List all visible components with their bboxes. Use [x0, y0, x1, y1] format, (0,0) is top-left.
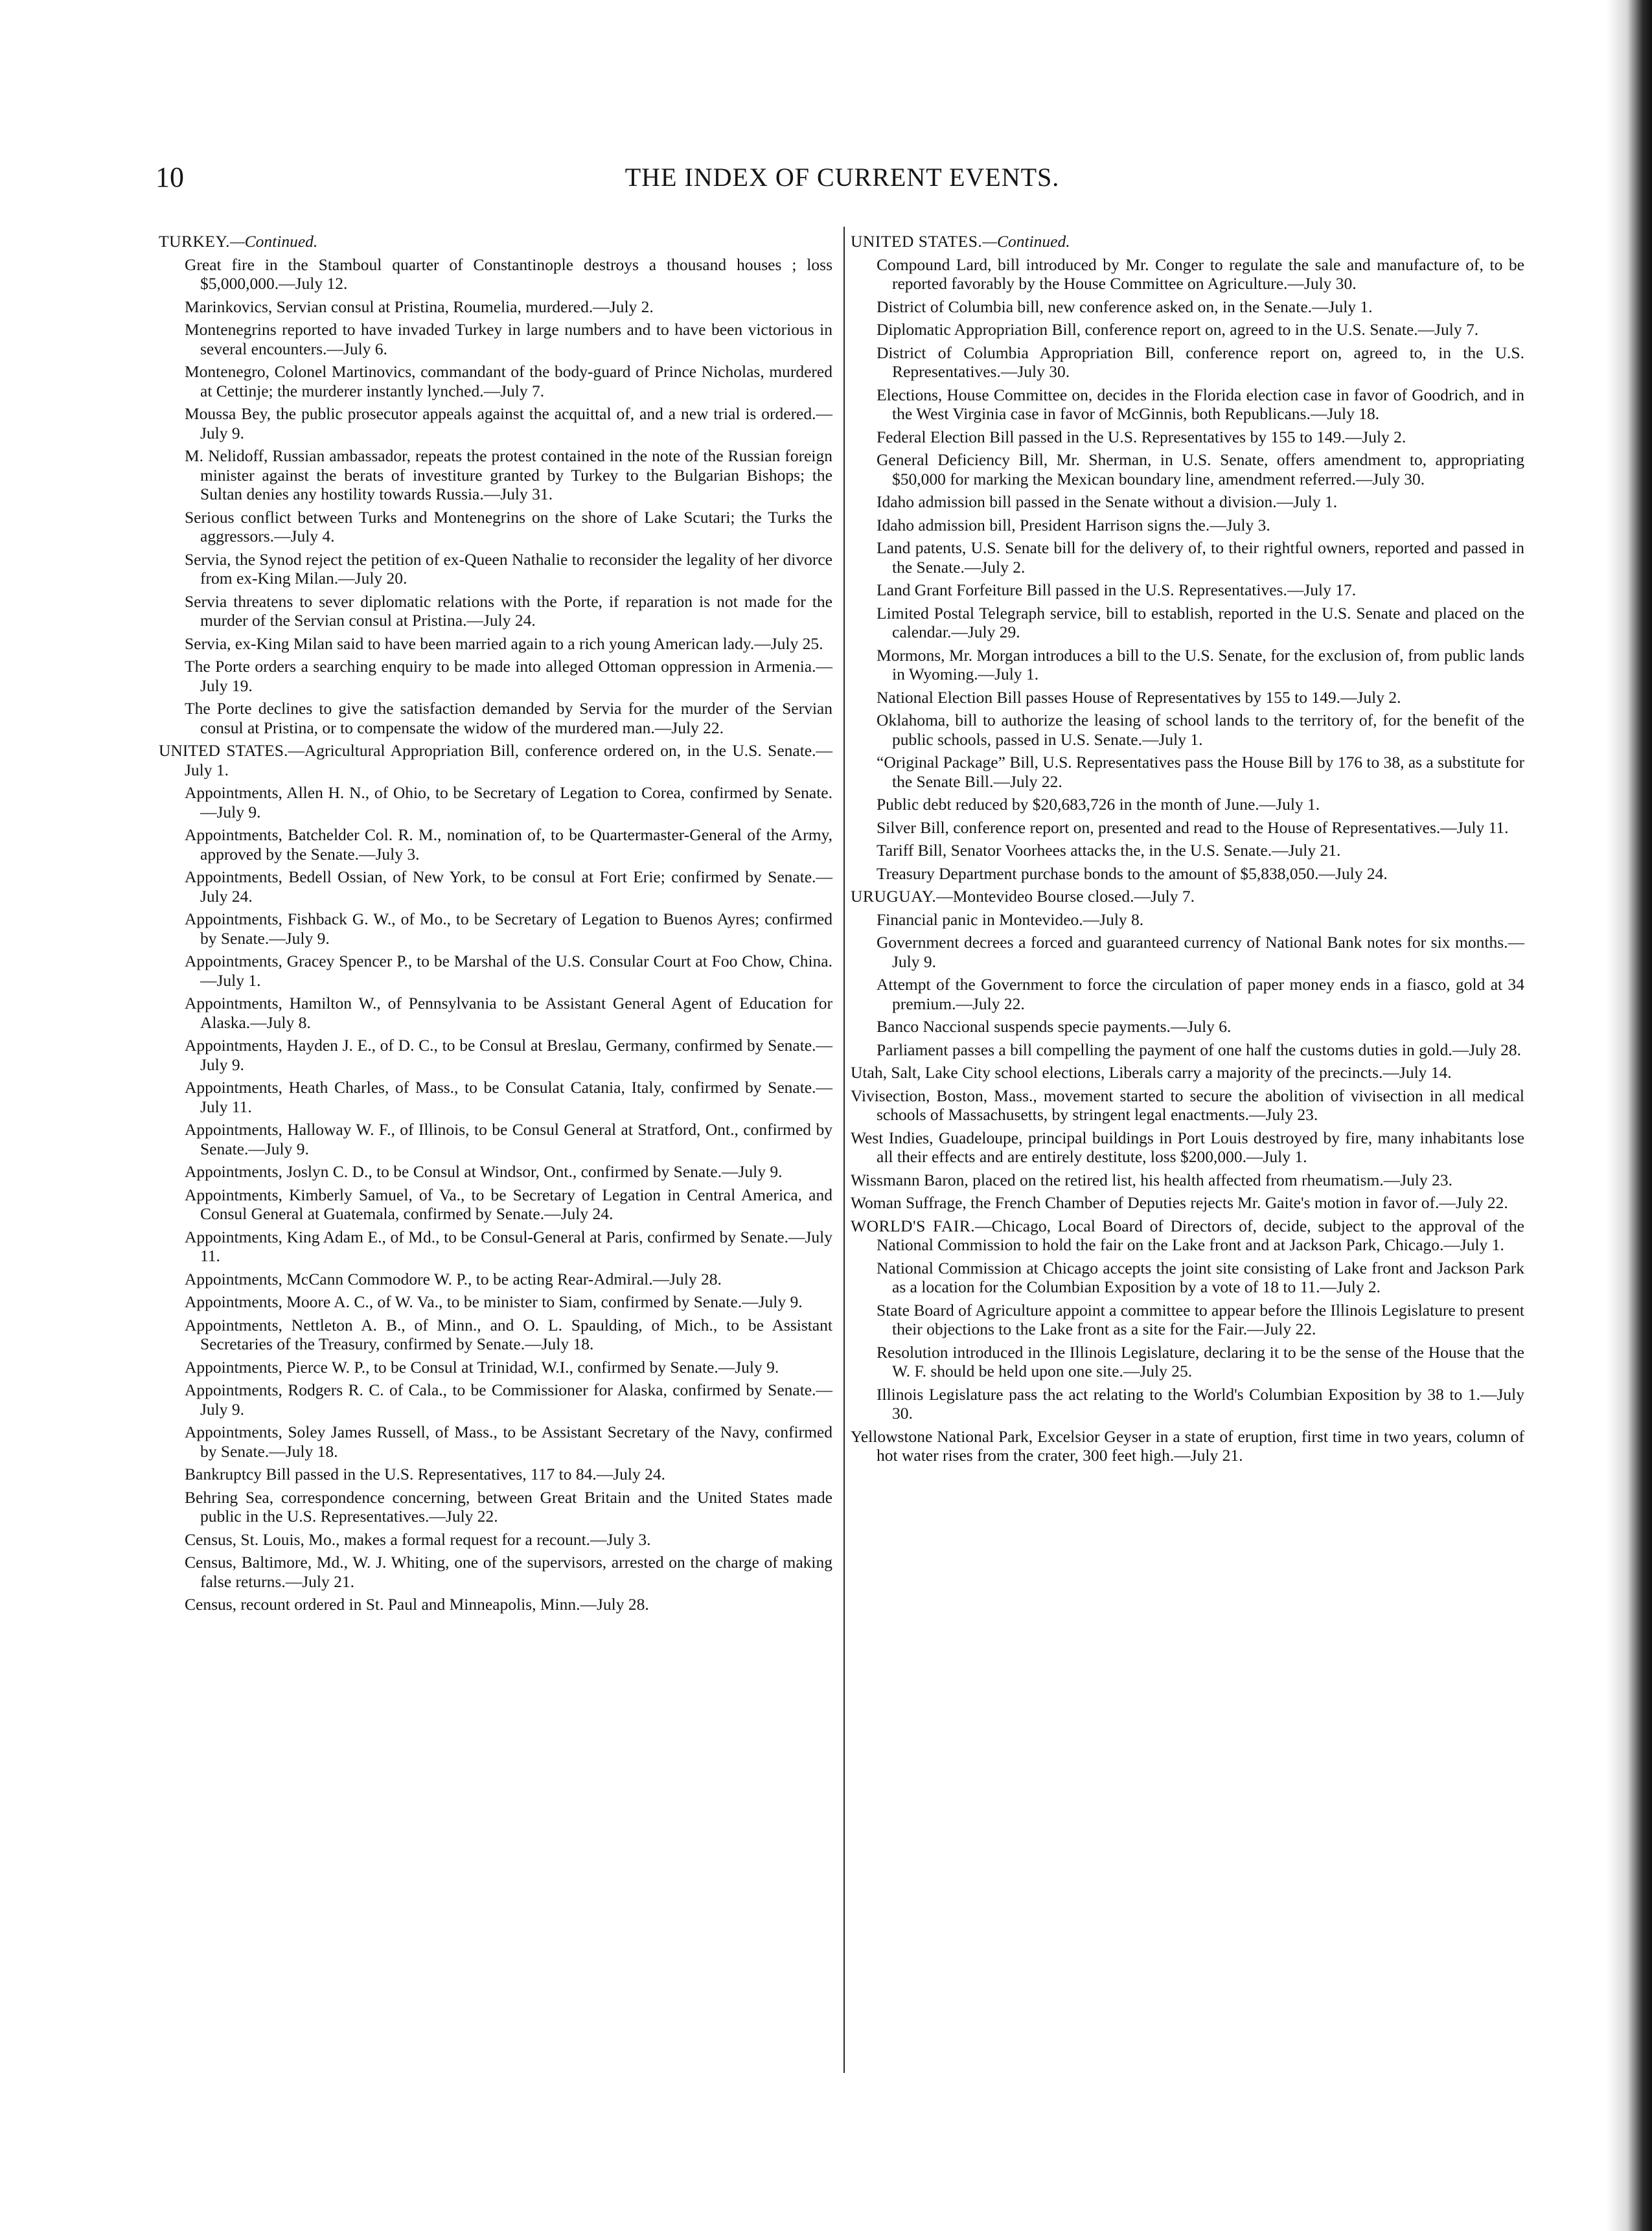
uruguay-topic-entry: URUGUAY.—Montevideo Bourse closed.—July 7.	[851, 887, 1195, 906]
section-heading	[159, 741, 832, 779]
page-header	[155, 161, 1529, 200]
index-entry: District of Columbia bill, new conference asked on, in the Senate.—July 1.	[877, 297, 1373, 316]
index-entry: Appointments, Joslyn C. D., to be Consul at Windsor, Ont., confirmed by Senate.—July 9.	[185, 1162, 783, 1181]
index-entry: Montenegrins reported to have invaded Turkey in large numbers and to have been victorious in several encounters.—July 6.	[185, 320, 832, 358]
index-entry: Land patents, U.S. Senate bill for the delivery of, to their rightful owners, reported and passed in the Senate.—July 2.	[877, 538, 1524, 577]
index-entry: Servia, ex-King Milan said to have been married again to a rich young American lady.—July 25.	[185, 634, 823, 653]
index-entry: M. Nelidoff, Russian ambassador, repeats the protest contained in the note of the Russian foreign minister against the berats of investiture granted by Turkey to the Bulgarian Bishops; the Sultan denies any hostility towards Russia.—July 31.	[185, 446, 832, 503]
index-entry: Appointments, Gracey Spencer P., to be Marshal of the U.S. Consular Court at Foo Chow, China.—July 1.	[185, 952, 832, 990]
yellowstone-entry: Yellowstone National Park, Excelsior Geyser in a state of eruption, first time in two years, column of hot water rises from the crater, 300 feet high.—July 21.	[851, 1426, 1524, 1465]
section-heading-continued: —Continued.	[230, 232, 318, 251]
index-entry: Servia threatens to sever diplomatic relations with the Porte, if reparation is not made for the murder of the Servian consul at Pristina.—July 24.	[185, 591, 832, 630]
index-entry: Idaho admission bill, President Harrison signs the.—July 3.	[877, 515, 1270, 534]
index-entry: Tariff Bill, Senator Voorhees attacks the, in the U.S. Senate.—July 21.	[877, 841, 1341, 860]
index-entry: General Deficiency Bill, Mr. Sherman, in U.S. Senate, offers amendment to, appropriating $50,000 for marking the Mexican boundary line, amendment referred.—July 30.	[877, 450, 1524, 488]
index-entry: Census, St. Louis, Mo., makes a formal request for a recount.—July 3.	[185, 1529, 651, 1549]
index-entry: Appointments, Rodgers R. C. of Cala., to be Commissioner for Alaska, confirmed by Senate.—July 9.	[185, 1380, 832, 1419]
index-entry: Appointments, Hamilton W., of Pennsylvania to be Assistant General Agent of Education for Alaska.—July 8.	[185, 994, 832, 1032]
section-heading	[159, 232, 832, 251]
index-entry: Bankruptcy Bill passed in the U.S. Representatives, 117 to 84.—July 24.	[185, 1465, 666, 1483]
index-entry: Wissmann Baron, placed on the retired list, his health affected from rheumatism.—July 23.	[851, 1170, 1453, 1189]
index-entry: Public debt reduced by $20,683,726 in the month of June.—July 1.	[877, 795, 1320, 814]
index-entry: Great fire in the Stamboul quarter of Constantinople destroys a thousand houses ; loss $5,000,000.—July 12.	[185, 255, 832, 293]
index-entry: Appointments, Halloway W. F., of Illinois, to be Consul General at Stratford, Ont., confirmed by Senate.—July 9.	[185, 1120, 832, 1158]
index-entry: Compound Lard, bill introduced by Mr. Conger to regulate the sale and manufacture of, to be reported favorably by the House Committee on Agriculture.—July 30.	[877, 255, 1524, 293]
worlds-fair-topic-entry: WORLD'S FAIR.—Chicago, Local Board of Directors of, decide, subject to the approval of the National Commission to hold the fair on the Lake front and at Jackson Park, Chicago.—July 1.	[851, 1216, 1524, 1254]
index-entry: Limited Postal Telegraph service, bill to establish, reported in the U.S. Senate and placed on the calendar.—July 29.	[877, 603, 1524, 641]
index-entry: Census, recount ordered in St. Paul and Minneapolis, Minn.—July 28.	[185, 1595, 649, 1614]
index-entry: Moussa Bey, the public prosecutor appeals against the acquittal of, and a new trial is ordered.—July 9.	[185, 404, 832, 442]
index-entry: Marinkovics, Servian consul at Pristina, Roumelia, murdered.—July 2.	[185, 297, 654, 316]
index-entry: Appointments, Heath Charles, of Mass., to be Consulat Catania, Italy, confirmed by Senate.—July 11.	[185, 1078, 832, 1116]
index-entry: Financial panic in Montevideo.—July 8.	[877, 910, 1144, 929]
index-entry: Government decrees a forced and guaranteed currency of National Bank notes for six months.—July 9.	[877, 933, 1524, 971]
index-entry: Servia, the Synod reject the petition of ex-Queen Nathalie to reconsider the legality of her divorce from ex-King Milan.—July 20.	[185, 549, 832, 588]
index-entry: Serious conflict between Turks and Montenegrins on the shore of Lake Scutari; the Turks the aggressors.—July 4.	[185, 507, 832, 545]
index-entry: Appointments, Moore A. C., of W. Va., to be minister to Siam, confirmed by Senate.—July 9.	[185, 1292, 803, 1311]
index-entry: “Original Package” Bill, U.S. Representatives pass the House Bill by 176 to 38, as a substitute for the Senate Bill.—July 22.	[877, 753, 1524, 791]
index-entry: Appointments, Batchelder Col. R. M., nomination of, to be Quartermaster-General of the Army, approved by the Senate.—July 3.	[185, 825, 832, 864]
index-entry: Appointments, McCann Commodore W. P., to be acting Rear-Admiral.—July 28.	[185, 1269, 722, 1288]
index-entry: Mormons, Mr. Morgan introduces a bill to the U.S. Senate, for the exclusion of, from public lands in Wyoming.—July 1.	[877, 645, 1524, 683]
index-entry: Parliament passes a bill compelling the payment of one half the customs duties in gold.—July 28.	[877, 1040, 1522, 1059]
index-entry: Appointments, Allen H. N., of Ohio, to be Secretary of Legation to Corea, confirmed by Senate.—July 9.	[185, 783, 832, 821]
right-column	[851, 232, 1524, 1469]
index-entry: The Porte orders a searching enquiry to be made into alleged Ottoman oppression in Armenia.—July 19.	[185, 657, 832, 695]
left-column	[159, 232, 832, 1618]
index-entry: The Porte declines to give the satisfaction demanded by Servia for the murder of the Servian consul at Pristina, or to compensate the widow of the murdered man.—July 22.	[185, 699, 832, 737]
uruguay-entries	[851, 910, 1524, 1060]
section-heading-name: TURKEY.	[159, 232, 230, 251]
section-heading-united-states-continued: UNITED STATES.—Continued.	[851, 232, 1070, 251]
index-entry: Diplomatic Appropriation Bill, conference report on, agreed to in the U.S. Senate.—July 7.	[877, 320, 1479, 339]
index-entry: Appointments, Nettleton A. B., of Minn., and O. L. Spaulding, of Mich., to be Assistant Secretaries of the Treasury, confirmed by Senate.—July 18.	[185, 1315, 832, 1353]
index-entry: Oklahoma, bill to authorize the leasing of school lands to the territory of, for the benefit of the public schools, passed in U.S. Senate.—July 1.	[877, 711, 1524, 749]
index-entry: Appointments, Soley James Russell, of Mass., to be Assistant Secretary of the Navy, confirmed by Senate.—July 18.	[185, 1423, 832, 1461]
index-entry: Treasury Department purchase bonds to the amount of $5,838,050.—July 24.	[877, 864, 1388, 883]
index-entry: Land Grant Forfeiture Bill passed in the U.S. Representatives.—July 17.	[877, 580, 1357, 599]
index-entry: District of Columbia Appropriation Bill, conference report on, agreed to, in the U.S. Representatives.—July 30.	[877, 343, 1524, 381]
index-entry: State Board of Agriculture appoint a committee to appear before the Illinois Legislature to present their objections to the Lake front as a site for the Fair.—July 22.	[877, 1300, 1524, 1338]
index-entry: Federal Election Bill passed in the U.S. Representatives by 155 to 149.—July 2.	[877, 427, 1406, 446]
index-entry: National Commission at Chicago accepts the joint site consisting of Lake front and Jackson Park as a location for the Columbian Exposition by a vote of 18 to 11.—July 2.	[877, 1258, 1524, 1296]
index-entry: Woman Suffrage, the French Chamber of Deputies rejects Mr. Gaite's motion in favor of.—July 22.	[851, 1193, 1508, 1212]
index-entry: Appointments, Kimberly Samuel, of Va., to be Secretary of Legation in Central America, and Consul General at Guatemala, confirmed by Senate.—July 24.	[185, 1185, 832, 1223]
page-title: THE INDEX OF CURRENT EVENTS.	[625, 163, 1060, 192]
index-entry: Appointments, Pierce W. P., to be Consul at Trinidad, W.I., confirmed by Senate.—July 9.	[185, 1357, 779, 1377]
worlds-fair-entries	[851, 1259, 1524, 1423]
index-entry: Vivisection, Boston, Mass., movement started to secure the abolition of vivisection in all medical schools of Massachusetts, by stringent legal enactments.—July 23.	[851, 1086, 1524, 1124]
misc-entries	[851, 1063, 1524, 1213]
index-entry: Attempt of the Government to force the circulation of paper money ends in a fiasco, gold at 34 premium.—July 22.	[877, 975, 1524, 1013]
index-entry: Utah, Salt, Lake City school elections, Liberals carry a majority of the precincts.—July 14.	[851, 1063, 1452, 1082]
index-entry: Census, Baltimore, Md., W. J. Whiting, one of the supervisors, arrested on the charge of making false returns.—July 21.	[185, 1553, 832, 1591]
section-heading-name: UNITED STATES.	[159, 741, 288, 760]
index-entry: West Indies, Guadeloupe, principal buildings in Port Louis destroyed by fire, many inhabitants lose all their effects and are entirely destitute, loss $200,000.—July 1.	[851, 1128, 1524, 1166]
united-states-entries	[851, 255, 1524, 884]
index-entry: Silver Bill, conference report on, presented and read to the House of Representatives.—July 11.	[877, 818, 1509, 837]
index-entry: Montenegro, Colonel Martinovics, commandant of the body-guard of Prince Nicholas, murdered at Cettinje; the murderer instantly lynched.—July 7.	[185, 362, 832, 400]
index-entry: Appointments, Bedell Ossian, of New York, to be consul at Fort Erie; confirmed by Senate.—July 24.	[185, 867, 832, 906]
section-lead-text: —Agricultural Appropriation Bill, conference ordered on, in the U.S. Senate.—July 1.	[185, 741, 832, 779]
index-entry: Idaho admission bill passed in the Senate without a division.—July 1.	[877, 492, 1338, 511]
index-entry: Elections, House Committee on, decides in the Florida election case in favor of Goodrich, and in the West Virginia case in favor of McGinnis, both Republicans.—July 18.	[877, 385, 1524, 423]
index-entry: National Election Bill passes House of Representatives by 155 to 149.—July 2.	[877, 687, 1401, 707]
page-number: 10	[155, 161, 184, 193]
index-entry: Appointments, Hayden J. E., of D. C., to be Consul at Breslau, Germany, confirmed by Senate.—July 9.	[185, 1036, 832, 1074]
index-entry: Resolution introduced in the Illinois Legislature, declaring it to be the sense of the House that the W. F. should be held upon one site.—July 25.	[877, 1342, 1524, 1380]
page-edge-shadow	[1607, 0, 1652, 2231]
column-divider	[843, 227, 845, 2073]
index-entry: Appointments, Fishback G. W., of Mo., to be Secretary of Legation to Buenos Ayres; confirmed by Senate.—July 9.	[185, 910, 832, 948]
index-entry: Banco Naccional suspends specie payments.—July 6.	[877, 1017, 1232, 1036]
index-entry: Illinois Legislature pass the act relating to the World's Columbian Exposition by 38 to 1.—July 30.	[877, 1384, 1524, 1423]
index-entry: Behring Sea, correspondence concerning, between Great Britain and the United States made public in the U.S. Representatives.—July 22.	[185, 1487, 832, 1526]
index-entry: Appointments, King Adam E., of Md., to be Consul-General at Paris, confirmed by Senate.—July 11.	[185, 1227, 832, 1265]
